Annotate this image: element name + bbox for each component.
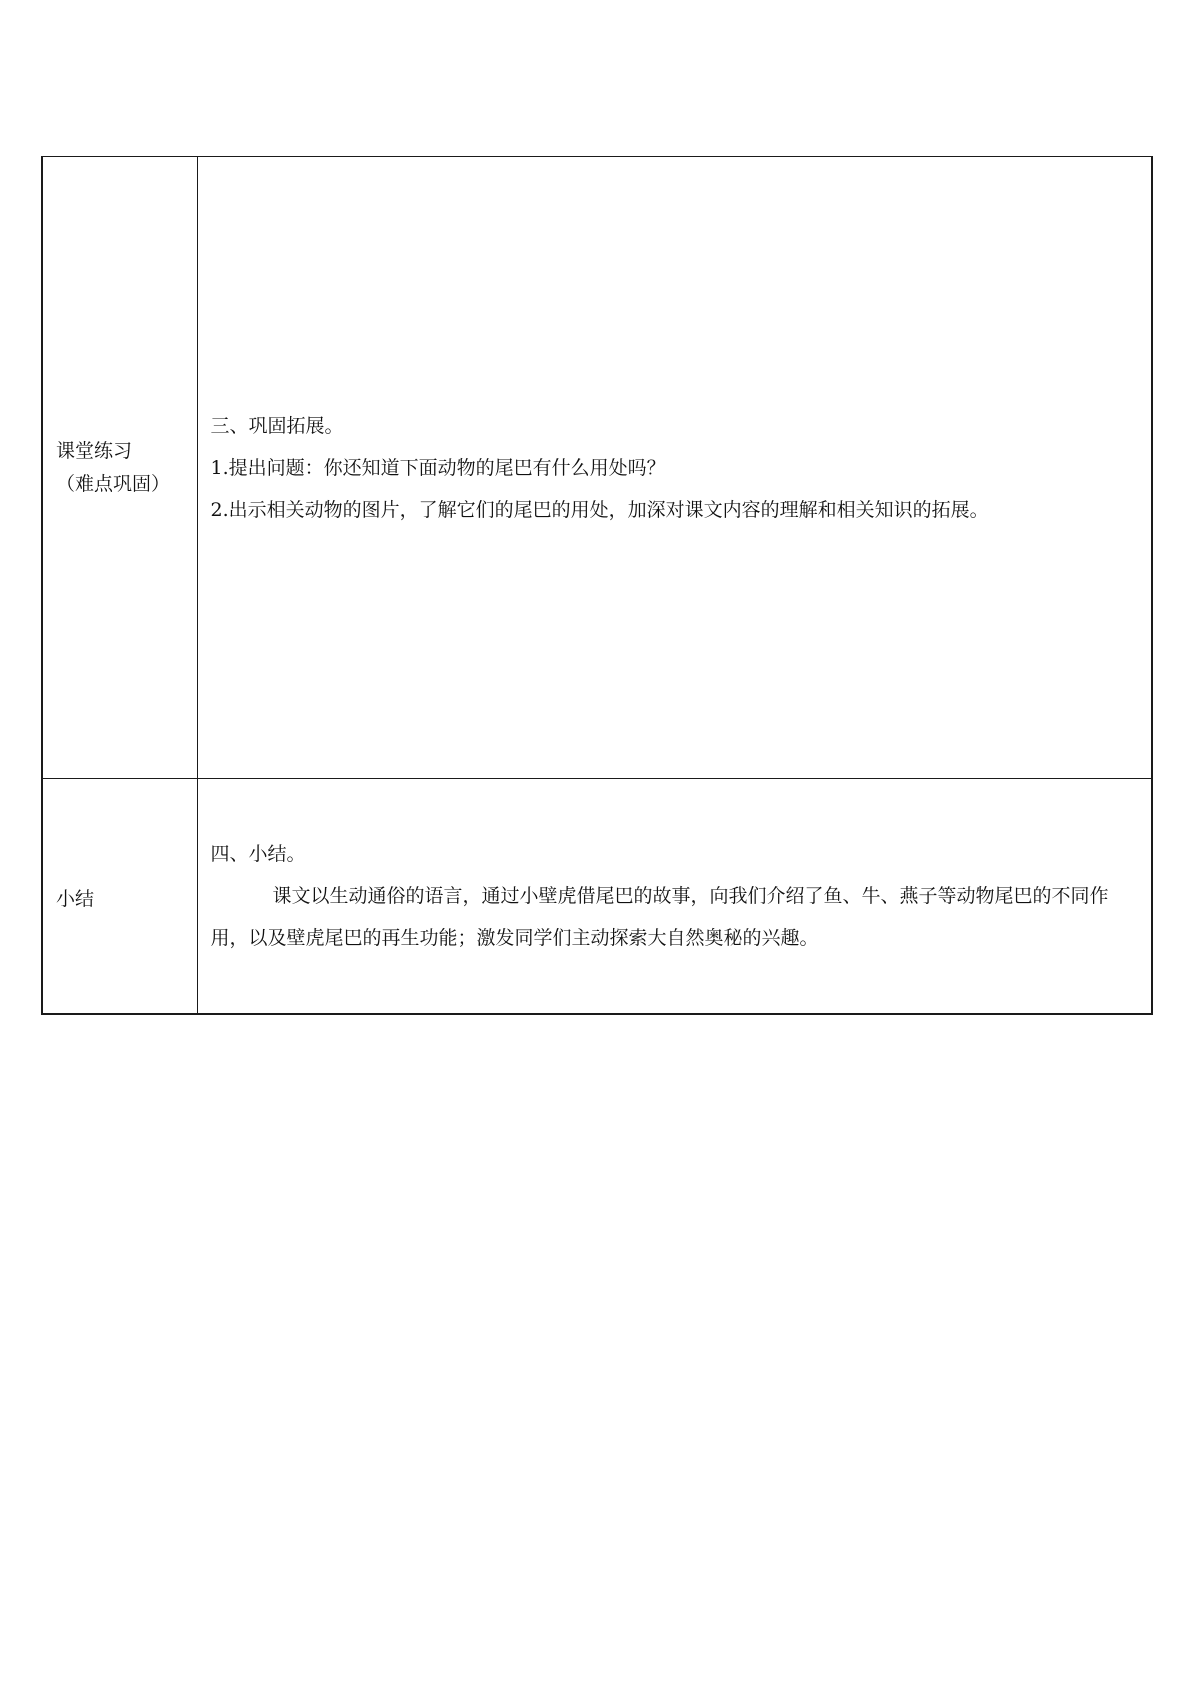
row-label-sub: （难点巩固） bbox=[56, 472, 171, 495]
table-row-practice bbox=[42, 157, 1152, 779]
row-label-main: 课堂练习 bbox=[56, 440, 133, 463]
section-heading: 四、小结。 bbox=[210, 843, 306, 865]
table-row-summary bbox=[42, 779, 1152, 1015]
section-heading: 三、巩固拓展。 bbox=[210, 414, 344, 437]
content-line: 1.提出问题：你还知道下面动物的尾巴有什么用处吗？ bbox=[210, 456, 666, 479]
row-label-cell bbox=[42, 157, 197, 779]
summary-paragraph: 课文以生动通俗的语言，通过小壁虎借尾巴的故事，向我们介绍了鱼、牛、燕子等动物尾巴的不同作用，以及壁虎尾巴的再生功能；激发同学们主动探索大自然奥秘的兴趣。 bbox=[210, 885, 1109, 949]
row-content-cell bbox=[197, 157, 1152, 779]
lesson-plan-table bbox=[41, 156, 1153, 1015]
row-label-main: 小结 bbox=[56, 887, 95, 910]
content-line: 2.出示相关动物的图片，了解它们的尾巴的用处，加深对课文内容的理解和相关知识的拓展。 bbox=[210, 498, 989, 521]
row-label-cell bbox=[42, 779, 197, 1015]
row-content-cell bbox=[197, 779, 1152, 1015]
